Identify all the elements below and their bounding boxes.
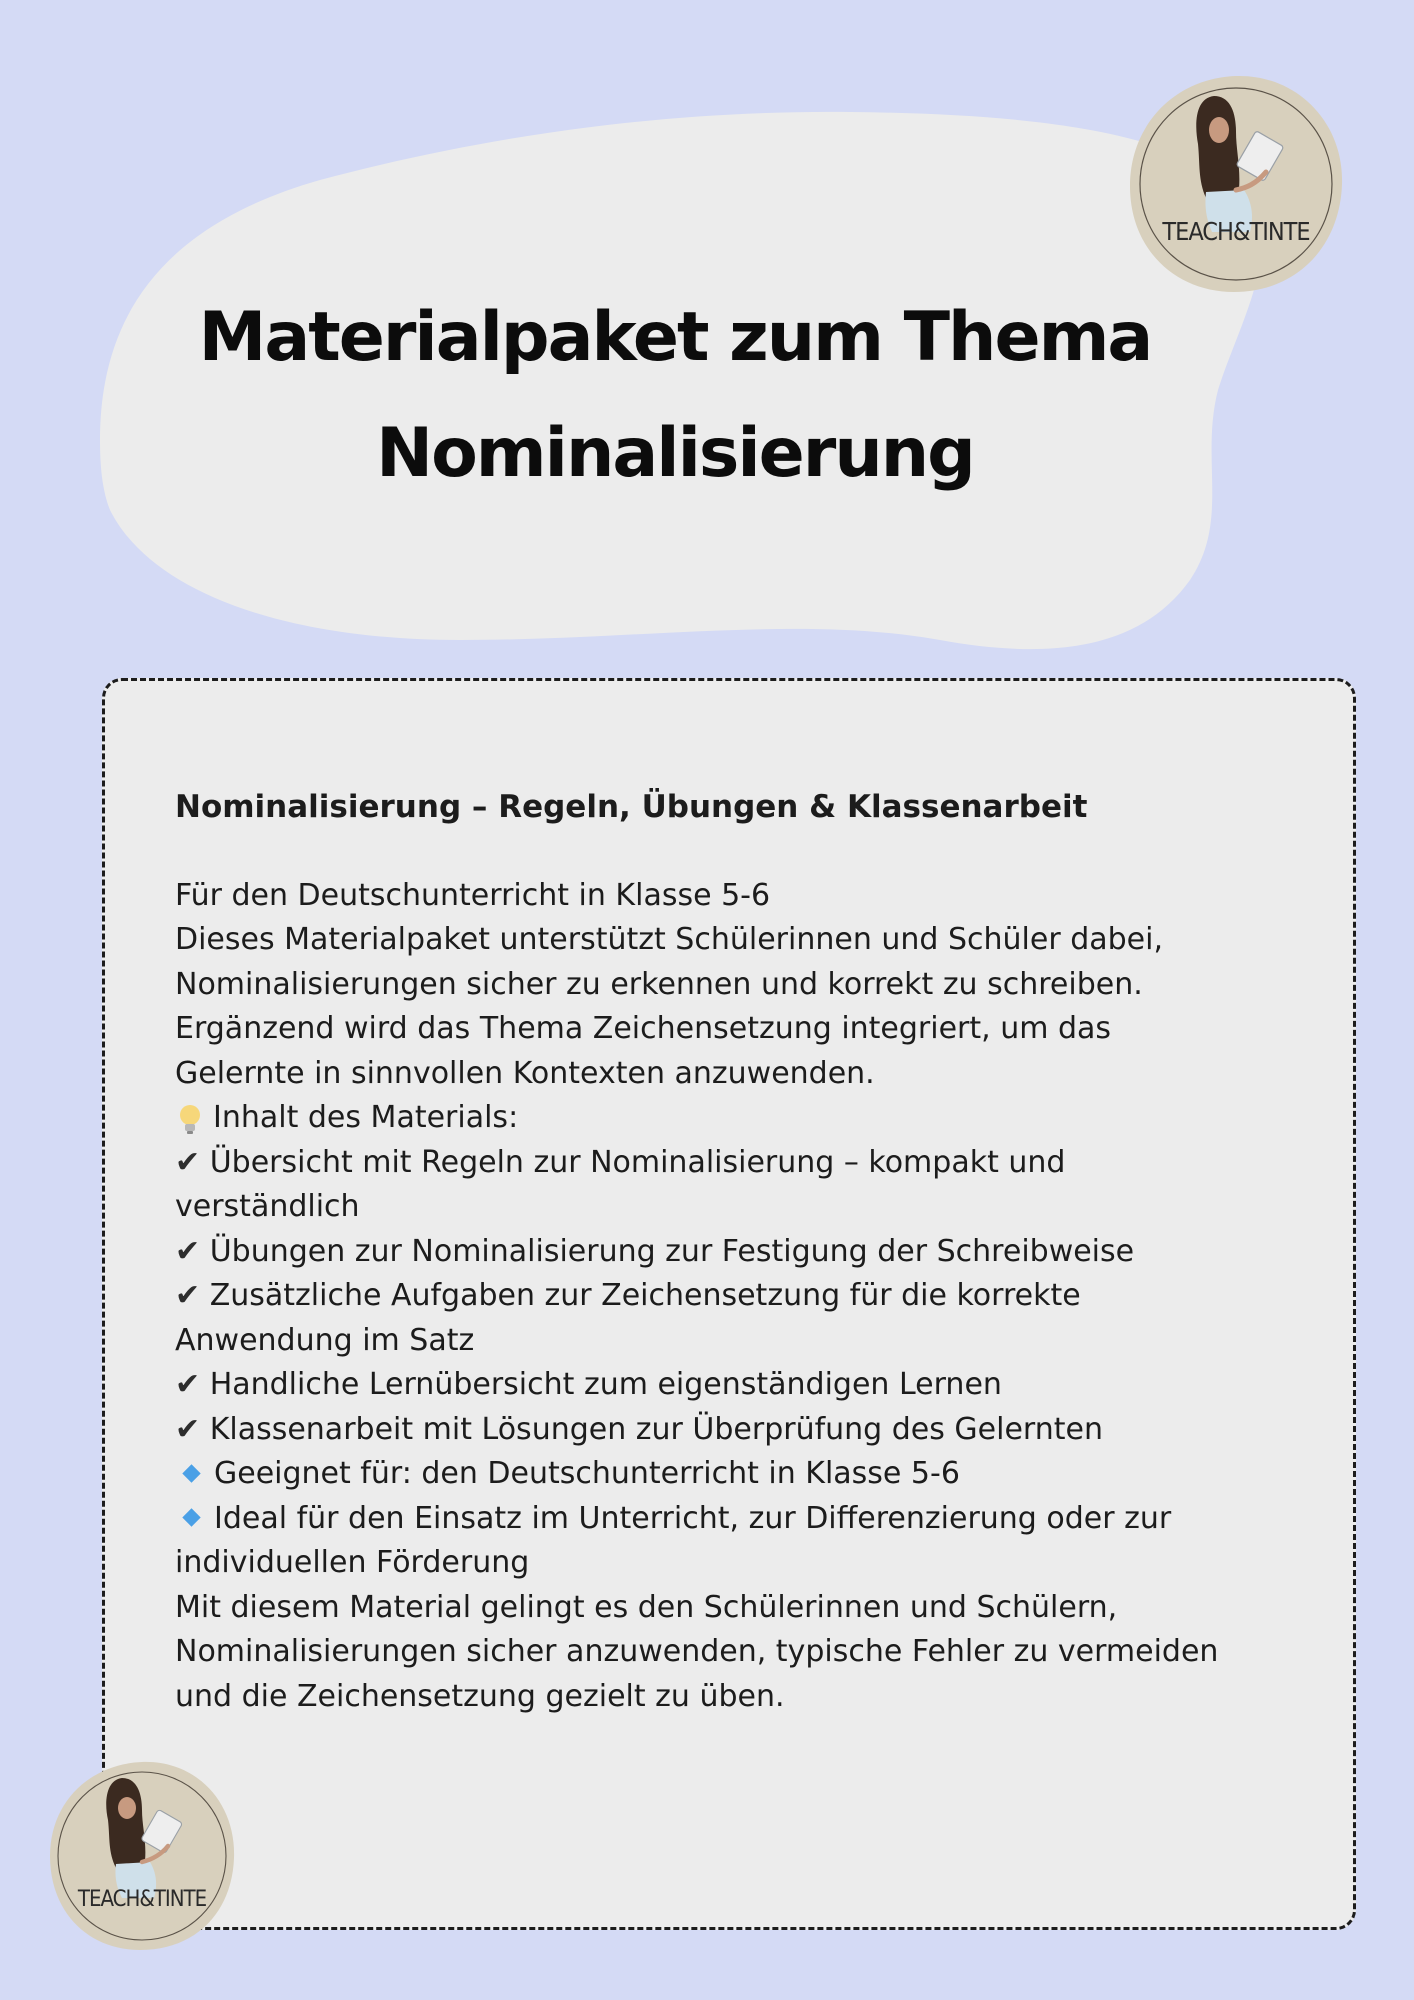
blue-diamond-icon (182, 1508, 200, 1526)
description-card (102, 678, 1356, 1930)
checkmark-icon: ✔ (175, 1144, 201, 1180)
logo-text: TEACH&TINTE (1162, 217, 1310, 246)
lightbulb-icon (175, 1103, 205, 1135)
diamond-item: Geeignet für: den Deutschunterricht in Klasse 5-6 (175, 1452, 1325, 1497)
intro-line: Nominalisierungen sicher zu erkennen und korrekt zu schreiben. (175, 966, 1143, 1002)
diamond-item: Ideal für den Einsatz im Unterricht, zur Differenzierung oder zur (175, 1497, 1325, 1542)
teach-tinte-logo-top (1126, 72, 1346, 296)
teach-tinte-logo-bottom (46, 1758, 238, 1954)
closing-line: Nominalisierungen sicher anzuwenden, typische Fehler zu vermeiden (175, 1634, 1219, 1669)
checkmark-icon: ✔ (175, 1411, 201, 1447)
checklist-item-continuation: Anwendung im Satz (175, 1322, 475, 1358)
checkmark-icon: ✔ (175, 1367, 201, 1402)
logo-text: TEACH&TINTE (77, 1887, 207, 1912)
closing-line: und die Zeichensetzung gezielt zu üben. (175, 1678, 785, 1714)
intro-line: Gelernte in sinnvollen Kontexten anzuwenden. (175, 1055, 875, 1091)
card-content (175, 785, 1325, 1719)
diamond-item-continuation: individuellen Förderung (175, 1545, 530, 1580)
closing-line: Mit diesem Material gelingt es den Schülerinnen und Schülern, (175, 1589, 1118, 1625)
page-title (150, 280, 1200, 512)
intro-line: Dieses Materialpaket unterstützt Schülerinnen und Schüler dabei, (175, 922, 1163, 957)
checkmark-icon: ✔ (175, 1278, 201, 1313)
checklist-item: ✔ Klassenarbeit mit Lösungen zur Überprüfung des Gelernten (175, 1411, 1103, 1447)
checklist-item: ✔ Übungen zur Nominalisierung zur Festigung der Schreibweise (175, 1233, 1135, 1269)
checklist-item: ✔ Handliche Lernübersicht zum eigenständigen Lernen (175, 1367, 1002, 1402)
checklist-item: ✔ Übersicht mit Regeln zur Nominalisierung – kompakt und (175, 1144, 1066, 1180)
contents-label: Inhalt des Materials: (213, 1100, 519, 1135)
card-heading: Nominalisierung – Regeln, Übungen & Klassenarbeit (175, 789, 1088, 825)
checklist-item-continuation: verständlich (175, 1189, 360, 1224)
title-line-2: Nominalisierung (376, 414, 974, 493)
checkmark-icon: ✔ (175, 1233, 201, 1269)
blue-diamond-icon (182, 1464, 200, 1482)
contents-label-row (175, 1096, 1325, 1141)
title-line-1: Materialpaket zum Thema (198, 298, 1152, 377)
checklist-item: ✔ Zusätzliche Aufgaben zur Zeichensetzung für die korrekte (175, 1278, 1081, 1313)
intro-line: Ergänzend wird das Thema Zeichensetzung integriert, um das (175, 1011, 1112, 1046)
intro-line: Für den Deutschunterricht in Klasse 5-6 (175, 877, 771, 913)
